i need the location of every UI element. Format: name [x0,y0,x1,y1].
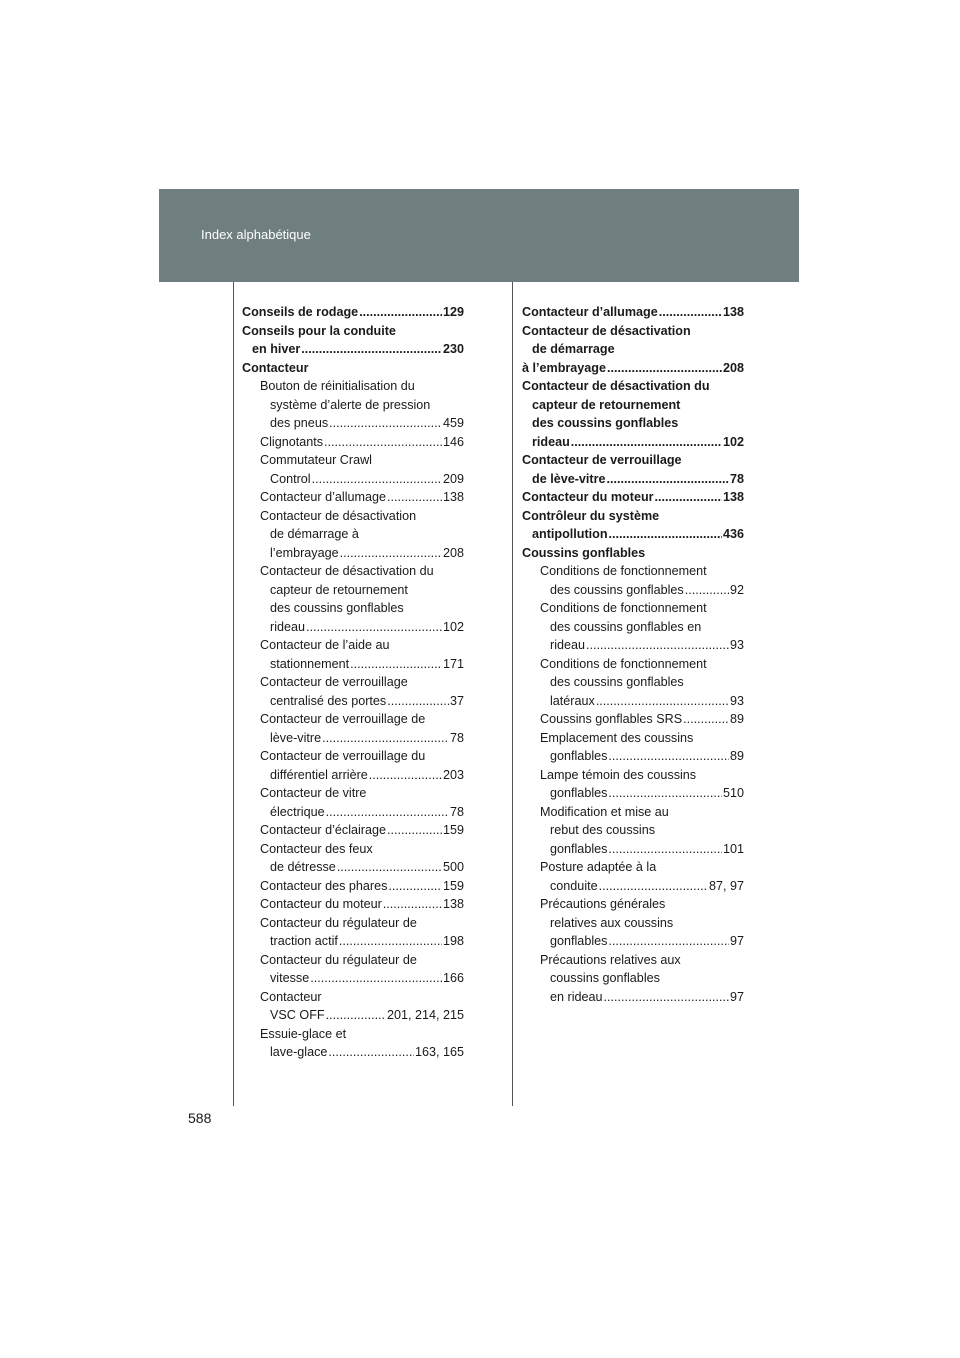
index-line [242,1043,464,1062]
page-reference: 93 [729,693,744,708]
index-term: Conditions de fonctionnement [540,601,707,615]
index-line [522,470,744,489]
index-term: rideau [550,638,586,652]
dot-leader [599,877,708,896]
index-line [242,377,464,396]
dot-leader [350,655,442,674]
index-term: Bouton de réinitialisation du [260,379,415,393]
page-reference: 129 [442,305,464,319]
page-reference: 201, 214, 215 [386,1008,464,1022]
index-term: Contacteur des feux [260,841,373,856]
index-entry [522,488,744,507]
index-term: stationnement [270,656,350,671]
index-term: lève-vitre [270,730,322,745]
page-reference: 208 [442,545,464,560]
index-term: Coussins gonflables [522,545,646,560]
dot-leader [685,581,729,600]
index-term: Conseils de rodage [242,305,359,319]
index-term: Contacteur de désactivation du [260,564,434,578]
index-term: de démarrage à [270,527,359,541]
index-entry [242,359,464,378]
page-reference: 78 [449,730,464,745]
index-term: conduite [550,878,598,893]
index-term: relatives aux coussins [550,915,674,930]
index-line [522,729,744,748]
index-line [242,488,464,507]
index-line [522,488,744,507]
page-reference: 208 [722,360,744,375]
index-line [522,821,744,840]
dot-leader [328,1043,414,1062]
index-term: Contacteur de désactivation [522,323,691,338]
index-entry [242,303,464,322]
dot-leader [337,858,442,877]
dot-leader [609,525,722,544]
index-term: Control [270,471,311,486]
index-term: Contacteur de verrouillage du [260,749,426,763]
index-entry [522,803,744,859]
index-line [522,655,744,674]
index-line [242,470,464,489]
dot-leader [383,895,442,914]
dot-leader [586,636,729,655]
index-line [522,618,744,637]
index-term: Conseils pour la conduite [242,323,396,338]
index-line [522,544,744,563]
dot-leader [301,340,442,359]
index-line [242,544,464,563]
dot-leader [607,359,722,378]
index-term: capteur de retournement [532,397,681,412]
index-line [242,396,464,415]
index-entry [522,895,744,951]
index-term: différentiel arrière [270,767,368,782]
index-entry [522,507,744,544]
index-term: latéraux [550,693,595,708]
page-reference: 138 [722,305,744,319]
index-line [522,784,744,803]
index-line [242,932,464,951]
page-reference: 93 [729,638,744,652]
page-reference: 171 [442,656,464,671]
index-line [522,692,744,711]
index-line [522,525,744,544]
index-term: Clignotants [260,434,324,449]
index-term: électrique [270,804,325,819]
index-line [242,507,464,526]
index-term: Lampe témoin des coussins [540,767,697,782]
page-reference: 146 [442,434,464,449]
index-entry [242,322,464,359]
dot-leader [329,414,442,433]
index-term: Contacteur de verrouillage de [260,712,426,726]
index-line [242,858,464,877]
index-term: Contacteur de l’aide au [260,638,390,652]
index-entry [522,655,744,711]
page-reference: 230 [442,342,464,356]
index-line [242,729,464,748]
index-term: Contacteur de désactivation [260,508,417,523]
index-line [242,895,464,914]
dot-leader [608,932,729,951]
index-term: Précautions générales [540,897,666,911]
index-line [242,821,464,840]
index-entry [522,544,744,563]
page-reference: 209 [442,471,464,486]
page-reference: 138 [442,897,464,911]
index-entry [242,821,464,840]
page-reference: 89 [729,712,744,726]
column-divider-middle [512,282,513,1106]
index-term: Contacteur de verrouillage [522,453,682,467]
index-term: de démarrage [532,342,615,356]
dot-leader [655,488,722,507]
page-reference: 159 [442,823,464,837]
dot-leader [596,692,729,711]
page-reference: 78 [729,471,744,486]
index-term: en hiver [252,342,301,356]
index-line [522,581,744,600]
index-entry [242,784,464,821]
index-term: de détresse [270,860,336,874]
dot-leader [607,470,729,489]
index-term: vitesse [270,971,310,985]
index-term: à l’embrayage [522,360,607,375]
index-line [522,377,744,396]
index-entry [242,710,464,747]
page-reference: 102 [442,619,464,634]
index-term: gonflables [550,749,608,763]
index-line [522,451,744,470]
index-line [242,784,464,803]
index-entry [242,951,464,988]
index-line [522,951,744,970]
dot-leader [326,1006,386,1025]
dot-leader [326,803,449,822]
index-term: rideau [270,619,306,634]
dot-leader [312,470,442,489]
index-term: Contacteur du régulateur de [260,952,417,967]
index-line [242,636,464,655]
dot-leader [324,433,442,452]
index-line [242,803,464,822]
index-term: Contacteur du moteur [260,897,382,911]
index-term: Contacteur des phares [260,878,388,893]
index-line [522,914,744,933]
dot-leader [369,766,442,785]
index-term: Contacteur de verrouillage [260,675,408,689]
dot-leader [310,969,442,988]
index-entry [242,877,464,896]
index-term: des coussins gonflables [532,416,679,430]
index-entry [522,858,744,895]
index-entry [242,1025,464,1062]
index-term: rebut des coussins [550,823,656,837]
index-line [242,710,464,729]
index-term: des pneus [270,416,329,430]
index-line [522,803,744,822]
index-term: Contacteur [242,360,309,375]
page-reference: 78 [449,804,464,819]
index-term: des coussins gonflables en [550,619,702,634]
index-entry [522,451,744,488]
index-term: traction actif [270,934,338,948]
index-entry [242,507,464,563]
index-term: lave-glace [270,1045,328,1059]
index-line [522,507,744,526]
page-reference: 87, 97 [708,878,744,893]
page-reference: 166 [442,971,464,985]
index-line [522,858,744,877]
index-term: rideau [532,434,570,449]
index-term: Posture adaptée à la [540,860,657,874]
index-line [242,433,464,452]
dot-leader [322,729,449,748]
index-term: Essuie-glace et [260,1026,347,1041]
dot-leader [387,488,442,507]
index-line [242,525,464,544]
index-term: antipollution [532,527,608,541]
page-reference: 159 [442,878,464,893]
index-term: l’embrayage [270,545,339,560]
index-term: Précautions relatives aux [540,952,681,967]
index-entry [242,451,464,488]
index-line [242,914,464,933]
dot-leader [387,692,449,711]
dot-leader [608,784,722,803]
index-line [242,303,464,322]
index-term: Conditions de fonctionnement [540,656,707,671]
index-line [522,877,744,896]
dot-leader [659,303,722,322]
index-line [242,747,464,766]
page-reference: 198 [442,934,464,948]
dot-leader [388,877,442,896]
index-term: Contacteur du régulateur de [260,915,417,930]
index-term: Contacteur d’éclairage [260,823,387,837]
index-term: système d’alerte de pression [270,397,431,412]
index-line [522,340,744,359]
index-entry [242,673,464,710]
index-line [242,692,464,711]
index-line [242,969,464,988]
index-line [242,766,464,785]
index-term: Contacteur de vitre [260,786,367,800]
index-term: Contacteur d’allumage [522,305,658,319]
index-term: VSC OFF [270,1008,325,1022]
index-line [242,414,464,433]
page-reference: 500 [442,860,464,874]
index-line [522,433,744,452]
page-reference: 102 [722,434,744,449]
index-line [522,599,744,618]
dot-leader [340,544,442,563]
index-line [242,322,464,341]
page-reference: 37 [449,693,464,708]
index-line [522,322,744,341]
index-line [242,1006,464,1025]
index-term: coussins gonflables [550,971,660,985]
page-reference: 97 [729,989,744,1004]
index-line [242,340,464,359]
index-entry [522,322,744,378]
index-line [242,581,464,600]
index-entry [522,562,744,599]
index-column-right [522,303,744,1006]
page-reference: 459 [442,416,464,430]
index-term: gonflables [550,934,608,948]
index-entry [522,303,744,322]
dot-leader [604,988,729,1007]
index-line [242,951,464,970]
index-entry [522,710,744,729]
index-entry [522,729,744,766]
page-reference: 138 [722,490,744,504]
page-reference: 436 [722,527,744,541]
index-line [242,840,464,859]
index-term: des coussins gonflables [550,582,684,597]
index-entry [522,766,744,803]
dot-leader [608,840,722,859]
index-line [242,618,464,637]
index-line [242,451,464,470]
index-line [522,396,744,415]
index-line [522,840,744,859]
index-term: Contacteur d’allumage [260,490,387,504]
index-line [522,673,744,692]
index-line [522,636,744,655]
index-entry [522,951,744,1007]
page-reference: 203 [442,767,464,782]
dot-leader [306,618,442,637]
index-line [242,599,464,618]
index-line [522,562,744,581]
page-reference: 89 [729,749,744,763]
index-line [242,359,464,378]
index-entry [522,377,744,451]
dot-leader [339,932,442,951]
index-term: Contacteur de désactivation du [522,379,710,393]
index-entry [522,599,744,655]
index-term: des coussins gonflables [550,675,684,689]
page-number: 588 [188,1110,212,1126]
index-term: Commutateur Crawl [260,453,372,467]
index-term: gonflables [550,786,608,800]
index-entry [242,488,464,507]
page-reference: 138 [442,490,464,504]
dot-leader [387,821,442,840]
index-term: en rideau [550,989,603,1004]
index-term: Contacteur [260,989,322,1004]
page-reference: 97 [729,934,744,948]
dot-leader [608,747,729,766]
index-line [522,932,744,951]
page-reference: 163, 165 [414,1045,464,1059]
index-term: Contrôleur du système [522,508,660,523]
index-line [242,1025,464,1044]
index-entry [242,988,464,1025]
dot-leader [359,303,442,322]
index-entry [242,636,464,673]
page-reference: 510 [722,786,744,800]
index-line [522,988,744,1007]
index-term: Modification et mise au [540,804,669,819]
section-title: Index alphabétique [201,227,311,242]
index-term: centralisé des portes [270,693,387,708]
index-entry [242,895,464,914]
index-entry [242,562,464,636]
index-term: des coussins gonflables [270,601,404,615]
index-line [242,562,464,581]
dot-leader [571,433,722,452]
index-term: gonflables [550,841,608,856]
index-term: Contacteur du moteur [522,490,654,504]
index-term: Conditions de fonctionnement [540,564,707,578]
index-column-left [242,303,464,1062]
index-term: de lève-vitre [532,471,606,486]
index-line [522,359,744,378]
index-line [242,988,464,1007]
index-line [242,877,464,896]
index-line [522,969,744,988]
index-entry [242,433,464,452]
index-line [522,414,744,433]
index-entry [242,840,464,877]
index-entry [242,747,464,784]
index-line [522,766,744,785]
index-line [242,655,464,674]
index-line [522,747,744,766]
page-reference: 101 [722,841,744,856]
index-line [522,895,744,914]
index-entry [242,377,464,433]
header-band [159,189,799,282]
page-reference: 92 [729,582,744,597]
index-entry [242,914,464,951]
dot-leader [683,710,729,729]
index-term: capteur de retournement [270,582,408,597]
index-term: Emplacement des coussins [540,730,694,745]
index-line [522,710,744,729]
index-term: Coussins gonflables SRS [540,712,683,726]
column-divider-left [233,282,234,1106]
index-line [522,303,744,322]
index-line [242,673,464,692]
